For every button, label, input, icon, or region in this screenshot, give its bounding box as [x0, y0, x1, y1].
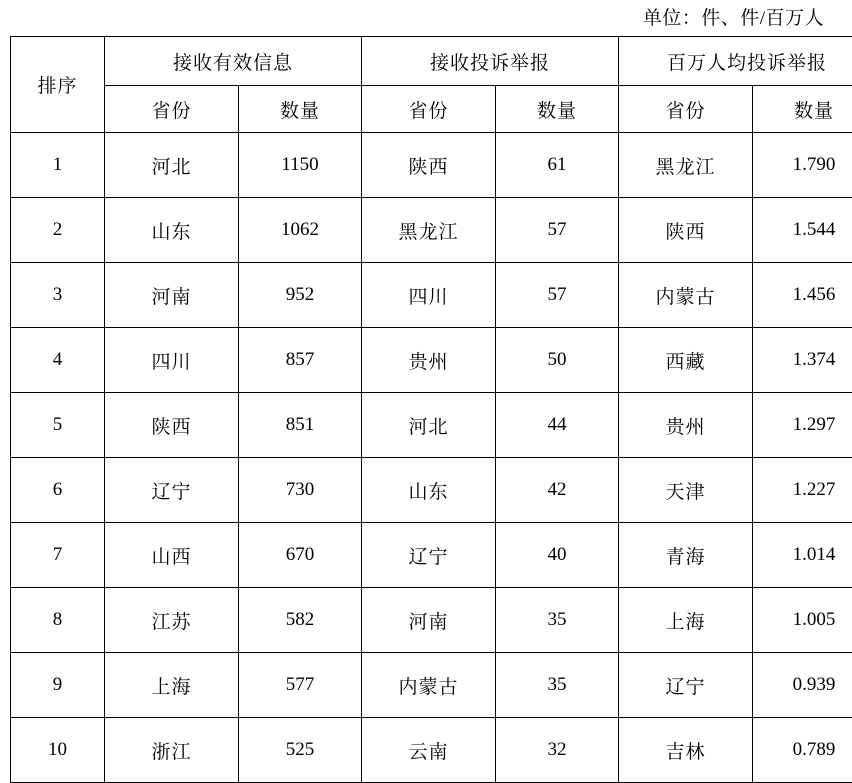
complaint-ranking-table	[10, 36, 852, 783]
table-row	[11, 718, 852, 783]
group-header-per-million: 百万人均投诉举报	[619, 37, 852, 86]
cell-province-2: 陕西	[362, 133, 496, 198]
column-header-quantity-2: 数量	[496, 86, 619, 133]
group-header-complaints: 接收投诉举报	[362, 37, 619, 86]
cell-province-3: 陕西	[619, 198, 753, 263]
cell-quantity-3: 1.456	[753, 263, 852, 328]
column-header-quantity-1: 数量	[239, 86, 362, 133]
cell-province-3: 西藏	[619, 328, 753, 393]
cell-quantity-1: 857	[239, 328, 362, 393]
cell-province-3: 青海	[619, 523, 753, 588]
cell-quantity-1: 1150	[239, 133, 362, 198]
table-header	[11, 37, 852, 133]
cell-quantity-3: 1.297	[753, 393, 852, 458]
cell-province-3: 辽宁	[619, 653, 753, 718]
cell-province-2: 河南	[362, 588, 496, 653]
cell-province-2: 河北	[362, 393, 496, 458]
table-row	[11, 393, 852, 458]
cell-province-1: 山东	[105, 198, 239, 263]
cell-quantity-3: 1.014	[753, 523, 852, 588]
cell-quantity-3: 1.544	[753, 198, 852, 263]
cell-quantity-2: 35	[496, 588, 619, 653]
cell-quantity-2: 57	[496, 263, 619, 328]
column-header-province-1: 省份	[105, 86, 239, 133]
cell-quantity-2: 35	[496, 653, 619, 718]
cell-province-1: 河南	[105, 263, 239, 328]
cell-quantity-1: 582	[239, 588, 362, 653]
cell-quantity-1: 670	[239, 523, 362, 588]
cell-province-1: 河北	[105, 133, 239, 198]
cell-province-2: 贵州	[362, 328, 496, 393]
cell-rank: 1	[11, 133, 105, 198]
cell-province-2: 黑龙江	[362, 198, 496, 263]
cell-quantity-1: 730	[239, 458, 362, 523]
cell-quantity-2: 32	[496, 718, 619, 783]
column-header-quantity-3: 数量	[753, 86, 852, 133]
cell-province-1: 江苏	[105, 588, 239, 653]
cell-quantity-1: 851	[239, 393, 362, 458]
cell-quantity-2: 50	[496, 328, 619, 393]
cell-province-3: 内蒙古	[619, 263, 753, 328]
cell-rank: 10	[11, 718, 105, 783]
table-row	[11, 458, 852, 523]
column-header-rank: 排序	[11, 37, 105, 133]
cell-province-1: 四川	[105, 328, 239, 393]
table-body	[11, 133, 852, 783]
column-header-province-3: 省份	[619, 86, 753, 133]
cell-province-3: 黑龙江	[619, 133, 753, 198]
cell-rank: 3	[11, 263, 105, 328]
cell-province-2: 云南	[362, 718, 496, 783]
cell-rank: 4	[11, 328, 105, 393]
cell-province-2: 山东	[362, 458, 496, 523]
cell-rank: 8	[11, 588, 105, 653]
cell-province-1: 浙江	[105, 718, 239, 783]
cell-quantity-2: 40	[496, 523, 619, 588]
table-row	[11, 133, 852, 198]
cell-quantity-3: 0.939	[753, 653, 852, 718]
cell-quantity-1: 577	[239, 653, 362, 718]
cell-quantity-1: 952	[239, 263, 362, 328]
cell-quantity-3: 0.789	[753, 718, 852, 783]
cell-rank: 7	[11, 523, 105, 588]
cell-quantity-2: 44	[496, 393, 619, 458]
cell-province-1: 山西	[105, 523, 239, 588]
cell-province-2: 辽宁	[362, 523, 496, 588]
cell-quantity-3: 1.790	[753, 133, 852, 198]
cell-province-2: 内蒙古	[362, 653, 496, 718]
cell-rank: 2	[11, 198, 105, 263]
table-row	[11, 653, 852, 718]
cell-province-3: 贵州	[619, 393, 753, 458]
cell-province-3: 吉林	[619, 718, 753, 783]
cell-quantity-3: 1.227	[753, 458, 852, 523]
table-row	[11, 523, 852, 588]
table-row	[11, 263, 852, 328]
table-header-row-groups	[11, 37, 852, 86]
cell-province-3: 上海	[619, 588, 753, 653]
cell-province-1: 辽宁	[105, 458, 239, 523]
cell-quantity-2: 42	[496, 458, 619, 523]
cell-rank: 9	[11, 653, 105, 718]
cell-province-1: 陕西	[105, 393, 239, 458]
group-header-valid-info: 接收有效信息	[105, 37, 362, 86]
table-header-row-subs	[11, 86, 852, 133]
unit-note: 单位：件、件/百万人	[10, 0, 842, 34]
cell-quantity-3: 1.374	[753, 328, 852, 393]
cell-province-1: 上海	[105, 653, 239, 718]
cell-quantity-2: 61	[496, 133, 619, 198]
cell-rank: 6	[11, 458, 105, 523]
column-header-province-2: 省份	[362, 86, 496, 133]
cell-rank: 5	[11, 393, 105, 458]
cell-quantity-2: 57	[496, 198, 619, 263]
cell-province-3: 天津	[619, 458, 753, 523]
cell-province-2: 四川	[362, 263, 496, 328]
table-row	[11, 328, 852, 393]
cell-quantity-3: 1.005	[753, 588, 852, 653]
table-row	[11, 588, 852, 653]
cell-quantity-1: 525	[239, 718, 362, 783]
table-row	[11, 198, 852, 263]
cell-quantity-1: 1062	[239, 198, 362, 263]
